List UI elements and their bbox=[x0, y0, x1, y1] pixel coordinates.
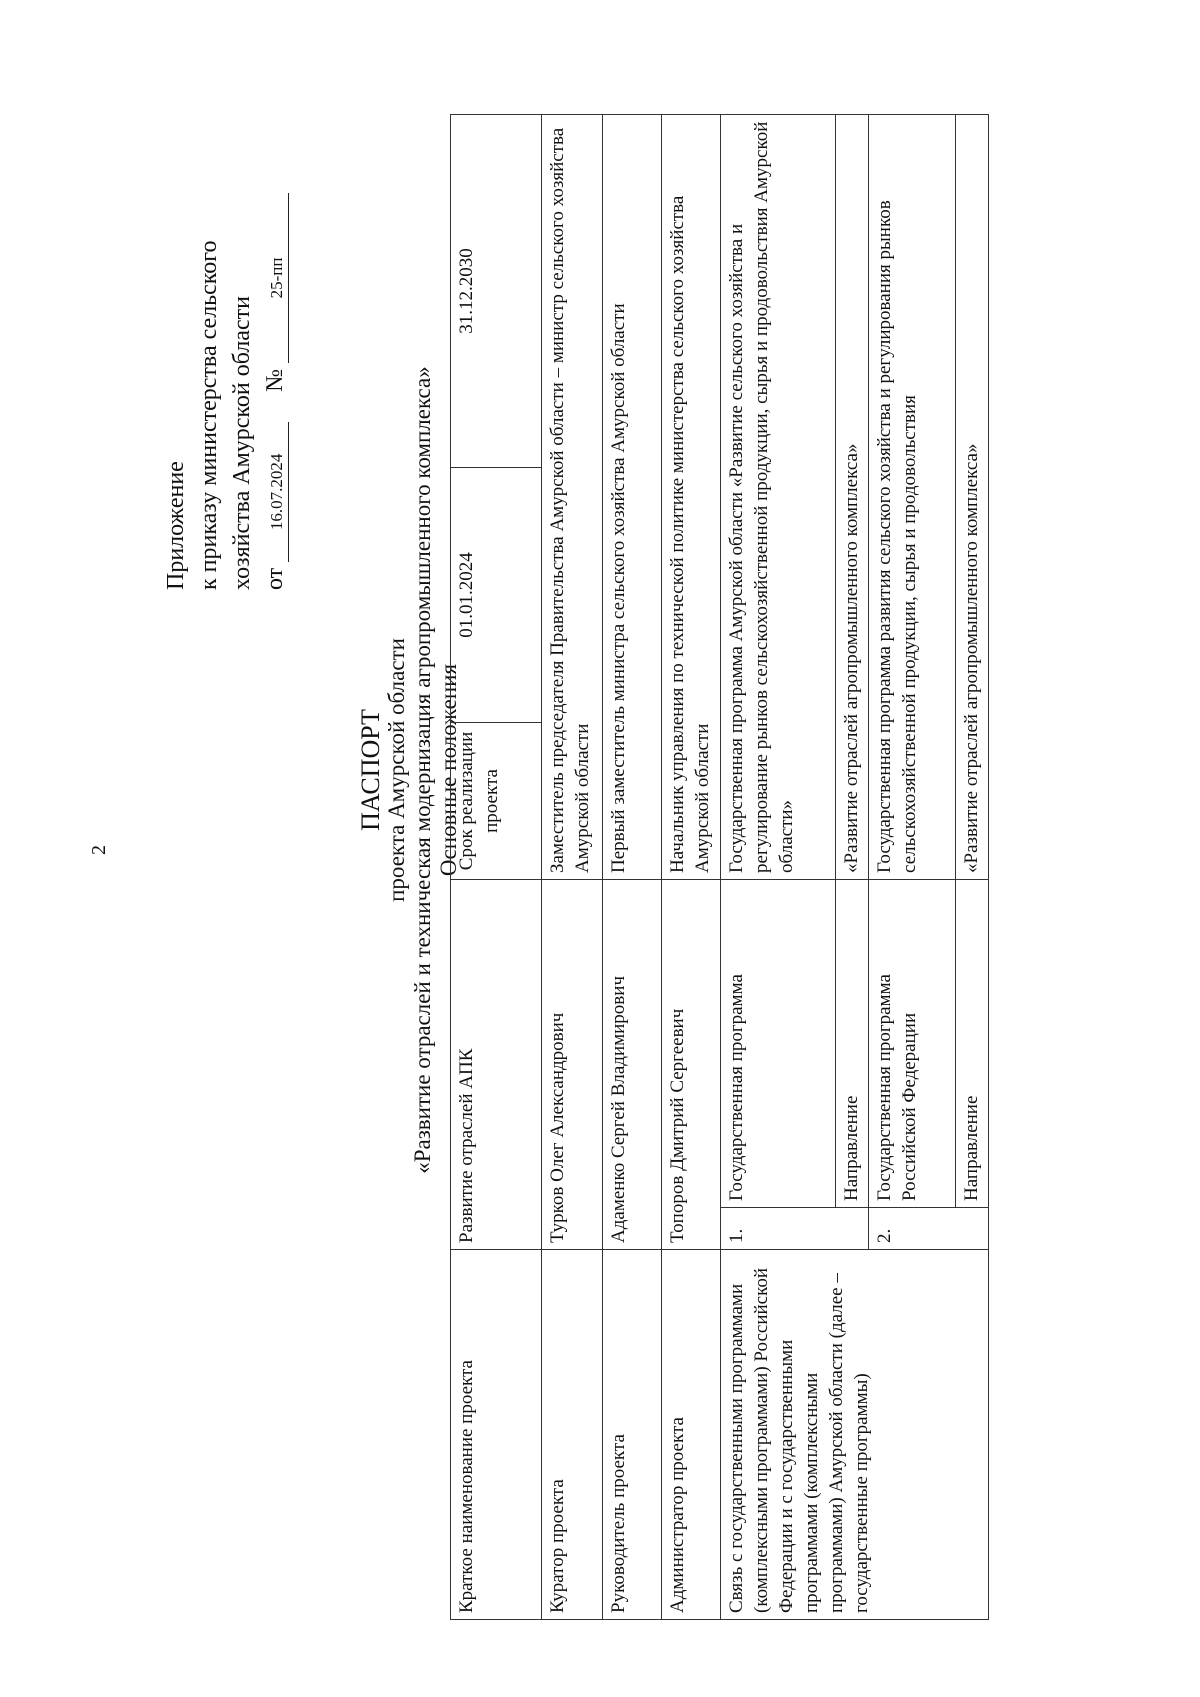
passport-title: ПАСПОРТ bbox=[356, 709, 385, 831]
curator-position: Заместитель председателя Правительства Амурской области – министр сельского хозяйства Амурской области bbox=[542, 114, 603, 879]
short-name-value: Развитие отраслей АПК bbox=[451, 879, 542, 1249]
table-row bbox=[451, 114, 542, 1619]
appendix-title: Приложение bbox=[163, 461, 189, 590]
table-row bbox=[542, 114, 603, 1619]
direction-label: Направление bbox=[836, 879, 869, 1207]
table-row bbox=[662, 114, 721, 1619]
direction-label: Направление bbox=[956, 879, 989, 1207]
programs-link-label: Связь с государственными программами (комплексными программами) Российской Федерации и с государственными программами (комплексными программами) Амурской области (далее – государственные программы) bbox=[721, 1250, 989, 1620]
project-name: «Развитие отраслей и техническая модернизация агропромышленного комплекса» bbox=[410, 366, 435, 1174]
program-number: 1. bbox=[721, 1208, 869, 1250]
head-position: Первый заместитель министра сельского хозяйства Амурской области bbox=[603, 114, 662, 879]
admin-position: Начальник управления по технической политике министерства сельского хозяйства Амурской области bbox=[662, 114, 721, 879]
curator-label: Куратор проекта bbox=[542, 1250, 603, 1620]
rotated-document-page bbox=[40, 40, 1160, 1650]
passport-subtitle: проекта Амурской области bbox=[384, 638, 409, 902]
admin-name: Топоров Дмитрий Сергеевич bbox=[662, 879, 721, 1249]
appendix-line-2: хозяйства Амурской области bbox=[229, 296, 255, 590]
direction-value: «Развитие отраслей агропромышленного комплекса» bbox=[956, 114, 989, 879]
start-date: 01.01.2024 bbox=[451, 467, 542, 722]
order-number: 25-пп bbox=[266, 193, 289, 363]
head-name: Адаменко Сергей Владимирович bbox=[603, 879, 662, 1249]
appendix-order-line bbox=[259, 193, 292, 590]
program-value: Государственная программа развития сельского хозяйства и регулирования рынков сельскохозяйственной продукции, сырья и продовольствия bbox=[869, 114, 956, 879]
admin-label: Администратор проекта bbox=[662, 1250, 721, 1620]
order-date: 16.07.2024 bbox=[266, 422, 289, 562]
from-label: от bbox=[262, 567, 288, 590]
passport-table bbox=[450, 114, 989, 1620]
section-title: Основные положения bbox=[436, 663, 461, 877]
table-row bbox=[603, 114, 662, 1619]
appendix-block bbox=[160, 193, 292, 590]
program-label: Государственная программа bbox=[721, 879, 836, 1207]
document-heading bbox=[358, 70, 462, 1470]
program-value: Государственная программа Амурской области «Развитие сельского хозяйства и регулирование рынков сельскохозяйственной продукции, сырья и продовольствия Амурской области» bbox=[721, 114, 836, 879]
table-row bbox=[721, 114, 836, 1619]
end-date: 31.12.2030 bbox=[451, 114, 542, 467]
term-label: Срок реализации проекта bbox=[451, 722, 542, 879]
appendix-line-1: к приказу министерства сельского bbox=[196, 240, 222, 590]
short-name-label: Краткое наименование проекта bbox=[451, 1250, 542, 1620]
curator-name: Турков Олег Александрович bbox=[542, 879, 603, 1249]
head-label: Руководитель проекта bbox=[603, 1250, 662, 1620]
direction-value: «Развитие отраслей агропромышленного комплекса» bbox=[836, 114, 869, 879]
program-number: 2. bbox=[869, 1208, 989, 1250]
program-label: Государственная программа Российской Федерации bbox=[869, 879, 956, 1207]
number-label: № bbox=[262, 368, 288, 392]
page-number: 2 bbox=[88, 845, 110, 855]
